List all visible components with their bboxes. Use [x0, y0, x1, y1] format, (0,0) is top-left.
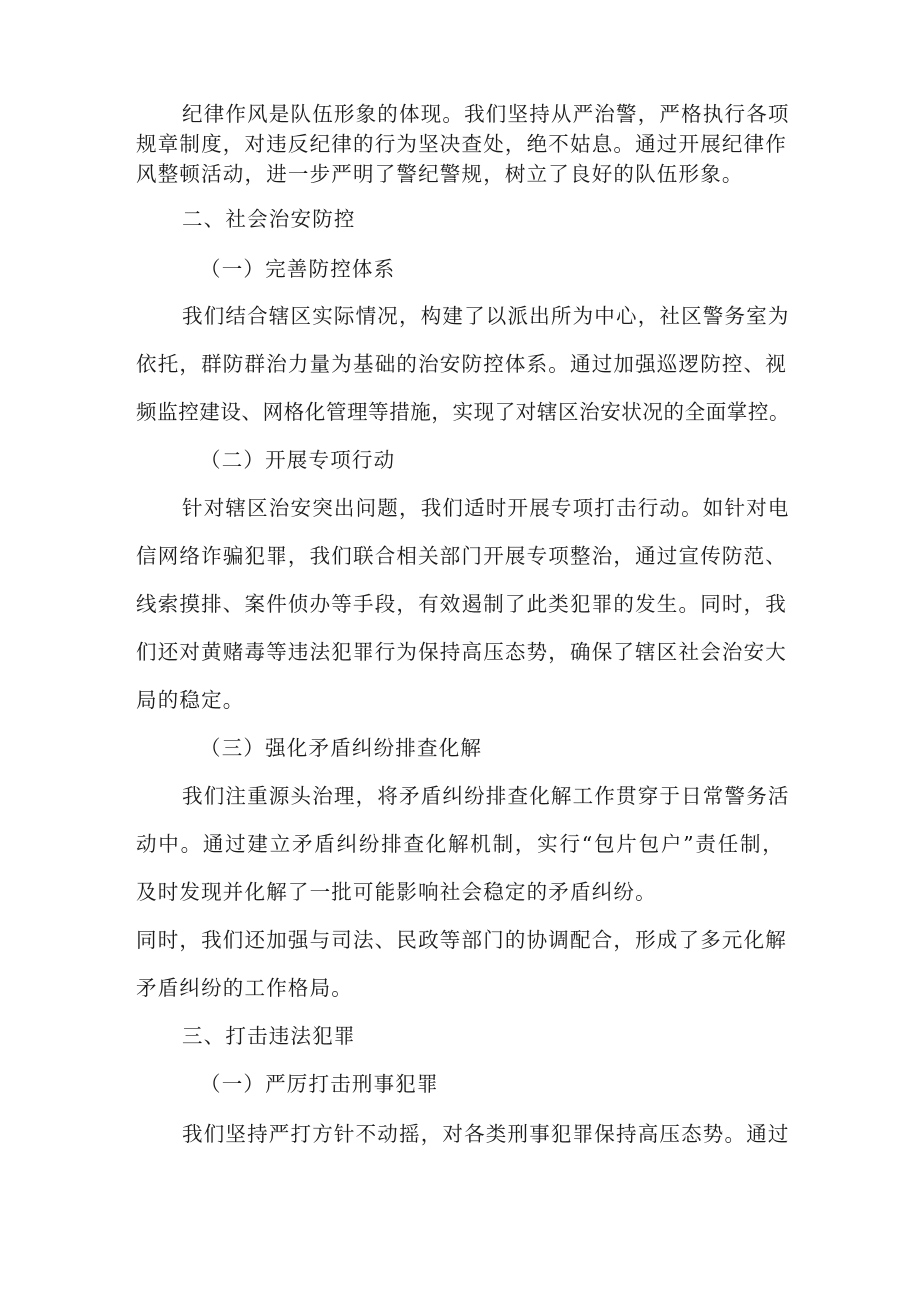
paragraph-line: 纪律作风是队伍形象的体现。我们坚持从严治警，严格执行各项: [182, 102, 790, 126]
paragraph-line: 频监控建设、网格化管理等措施，实现了对辖区治安状况的全面掌控。: [136, 400, 791, 424]
paragraph-line: 信网络诈骗犯罪，我们联合相关部门开展专项整治，通过宣传防范、: [136, 544, 787, 568]
paragraph-line: 局的稳定。: [136, 688, 245, 712]
paragraph-line: 矛盾纠纷的工作格局。: [136, 976, 353, 1000]
section-heading: 三、打击违法犯罪: [182, 1024, 356, 1048]
subsection-heading: （一）完善防控体系: [200, 257, 396, 281]
subsection-heading: （三）强化矛盾纠纷排查化解: [200, 736, 483, 760]
paragraph-line: 依托，群防群治力量为基础的治安防控体系。通过加强巡逻防控、视: [136, 352, 787, 376]
paragraph-line: 及时发现并化解了一批可能影响社会稳定的矛盾纠纷。: [136, 880, 657, 904]
paragraph-line: 同时，我们还加强与司法、民政等部门的协调配合，形成了多元化解: [136, 928, 787, 952]
paragraph-line: 线索摸排、案件侦办等手段，有效遏制了此类犯罪的发生。同时，我: [136, 592, 787, 616]
paragraph-line: 规章制度，对违反纪律的行为坚决查处，绝不姑息。通过开展纪律作: [136, 132, 787, 156]
subsection-heading: （一）严厉打击刑事犯罪: [200, 1072, 439, 1096]
paragraph-line: 我们结合辖区实际情况，构建了以派出所为中心，社区警务室为: [182, 304, 790, 328]
subsection-heading: （二）开展专项行动: [200, 448, 396, 472]
paragraph-line: 针对辖区治安突出问题，我们适时开展专项打击行动。如针对电: [182, 496, 790, 520]
paragraph-line: 风整顿活动，进一步严明了警纪警规，树立了良好的队伍形象。: [136, 162, 744, 186]
section-heading: 二、社会治安防控: [182, 207, 356, 231]
paragraph-line: 我们坚持严打方针不动摇，对各类刑事犯罪保持高压态势。通过: [182, 1122, 790, 1146]
paragraph-line: 动中。通过建立矛盾纠纷排查化解机制，实行“包片包户”责任制，: [136, 832, 784, 856]
paragraph-line: 们还对黄赌毒等违法犯罪行为保持高压态势，确保了辖区社会治安大: [136, 640, 787, 664]
paragraph-line: 我们注重源头治理，将矛盾纠纷排查化解工作贯穿于日常警务活: [182, 784, 790, 808]
